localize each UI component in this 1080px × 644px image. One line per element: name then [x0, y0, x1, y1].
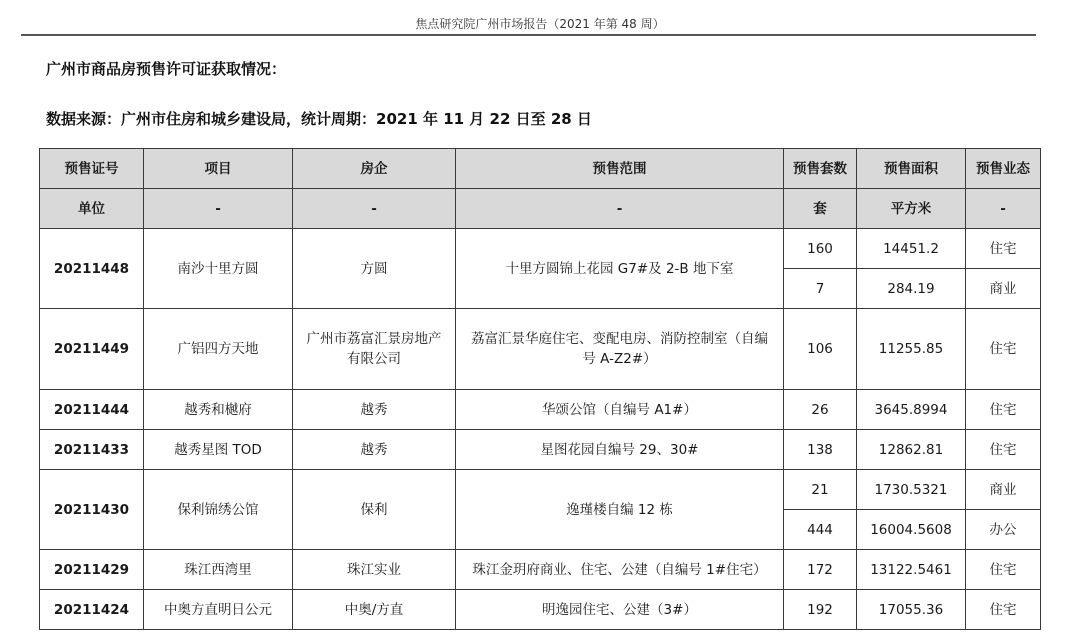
- area: 3645.8994: [857, 390, 966, 430]
- cert-number: 20211424: [40, 590, 144, 630]
- column-header: 房企: [293, 149, 456, 189]
- presale-scope: 星图花园自编号 29、30#: [456, 430, 784, 470]
- data-source-line: 数据来源：广州市住房和城乡建设局，统计周期：2021 年 11 月 22 日至 28 日: [46, 110, 592, 128]
- property-type: 办公: [966, 510, 1041, 550]
- developer: 越秀: [293, 430, 456, 470]
- unit-cell: 套: [784, 189, 857, 229]
- project-name: 南沙十里方圆: [144, 229, 293, 309]
- property-type: 住宅: [966, 550, 1041, 590]
- property-type: 住宅: [966, 390, 1041, 430]
- unit-count: 26: [784, 390, 857, 430]
- unit-count: 192: [784, 590, 857, 630]
- property-type: 商业: [966, 470, 1041, 510]
- column-header: 预售套数: [784, 149, 857, 189]
- cert-number: 20211430: [40, 470, 144, 550]
- developer-line: 有限公司: [347, 351, 401, 367]
- unit-count: 444: [784, 510, 857, 550]
- header-divider: [21, 34, 1036, 36]
- cert-number: 20211429: [40, 550, 144, 590]
- area: 17055.36: [857, 590, 966, 630]
- unit-count: 106: [784, 309, 857, 390]
- project-name: 珠江西湾里: [144, 550, 293, 590]
- property-type: 住宅: [966, 229, 1041, 269]
- unit-cell: 单位: [40, 189, 144, 229]
- presale-scope: 十里方圆锦上花园 G7#及 2-B 地下室: [456, 229, 784, 309]
- developer: 保利: [293, 470, 456, 550]
- unit-count: 21: [784, 470, 857, 510]
- presale-scope: 华颂公馆（自编号 A1#）: [456, 390, 784, 430]
- column-header: 预售证号: [40, 149, 144, 189]
- column-header: 预售业态: [966, 149, 1041, 189]
- unit-cell: 平方米: [857, 189, 966, 229]
- presale-permit-table: [39, 148, 1041, 630]
- area: 13122.5461: [857, 550, 966, 590]
- table-units-row: [40, 189, 1041, 229]
- scope-line: 号 A-Z2#）: [582, 351, 657, 367]
- table-header-row: [40, 149, 1041, 189]
- property-type: 住宅: [966, 309, 1041, 390]
- table-row: [40, 590, 1041, 630]
- presale-scope: 珠江金玥府商业、住宅、公建（自编号 1#住宅）: [456, 550, 784, 590]
- area: 14451.2: [857, 229, 966, 269]
- developer: 珠江实业: [293, 550, 456, 590]
- table-row: [40, 430, 1041, 470]
- area: 1730.5321: [857, 470, 966, 510]
- project-name: 保利锦绣公馆: [144, 470, 293, 550]
- unit-count: 172: [784, 550, 857, 590]
- column-header: 项目: [144, 149, 293, 189]
- developer-line: 广州市荔富汇景房地产: [306, 331, 442, 347]
- project-name: 越秀和樾府: [144, 390, 293, 430]
- section-title: 广州市商品房预售许可证获取情况：: [46, 60, 287, 78]
- area: 16004.5608: [857, 510, 966, 550]
- cert-number: 20211444: [40, 390, 144, 430]
- scope-line: 荔富汇景华庭住宅、变配电房、消防控制室（自编: [471, 331, 768, 347]
- developer: 中奥/方直: [293, 590, 456, 630]
- table-row: [40, 470, 1041, 510]
- project-name: 越秀星图 TOD: [144, 430, 293, 470]
- unit-count: 138: [784, 430, 857, 470]
- table-row: [40, 309, 1041, 390]
- unit-cell: -: [144, 189, 293, 229]
- property-type: 商业: [966, 269, 1041, 309]
- table-row: [40, 550, 1041, 590]
- column-header: 预售范围: [456, 149, 784, 189]
- running-header: 焦点研究院广州市场报告（2021 年第 48 周）: [415, 17, 665, 31]
- unit-count: 7: [784, 269, 857, 309]
- presale-scope: 逸瑾楼自编 12 栋: [456, 470, 784, 550]
- unit-cell: -: [456, 189, 784, 229]
- developer: 方圆: [293, 229, 456, 309]
- cert-number: 20211448: [40, 229, 144, 309]
- developer: 越秀: [293, 390, 456, 430]
- area: 11255.85: [857, 309, 966, 390]
- unit-cell: -: [293, 189, 456, 229]
- area: 12862.81: [857, 430, 966, 470]
- presale-scope: [456, 309, 784, 390]
- cert-number: 20211449: [40, 309, 144, 390]
- unit-count: 160: [784, 229, 857, 269]
- project-name: 中奥方直明日公元: [144, 590, 293, 630]
- unit-cell: -: [966, 189, 1041, 229]
- cert-number: 20211433: [40, 430, 144, 470]
- presale-scope: 明逸园住宅、公建（3#）: [456, 590, 784, 630]
- area: 284.19: [857, 269, 966, 309]
- table-row: [40, 229, 1041, 269]
- table-row: [40, 390, 1041, 430]
- project-name: 广铝四方天地: [144, 309, 293, 390]
- property-type: 住宅: [966, 590, 1041, 630]
- column-header: 预售面积: [857, 149, 966, 189]
- developer: [293, 309, 456, 390]
- property-type: 住宅: [966, 430, 1041, 470]
